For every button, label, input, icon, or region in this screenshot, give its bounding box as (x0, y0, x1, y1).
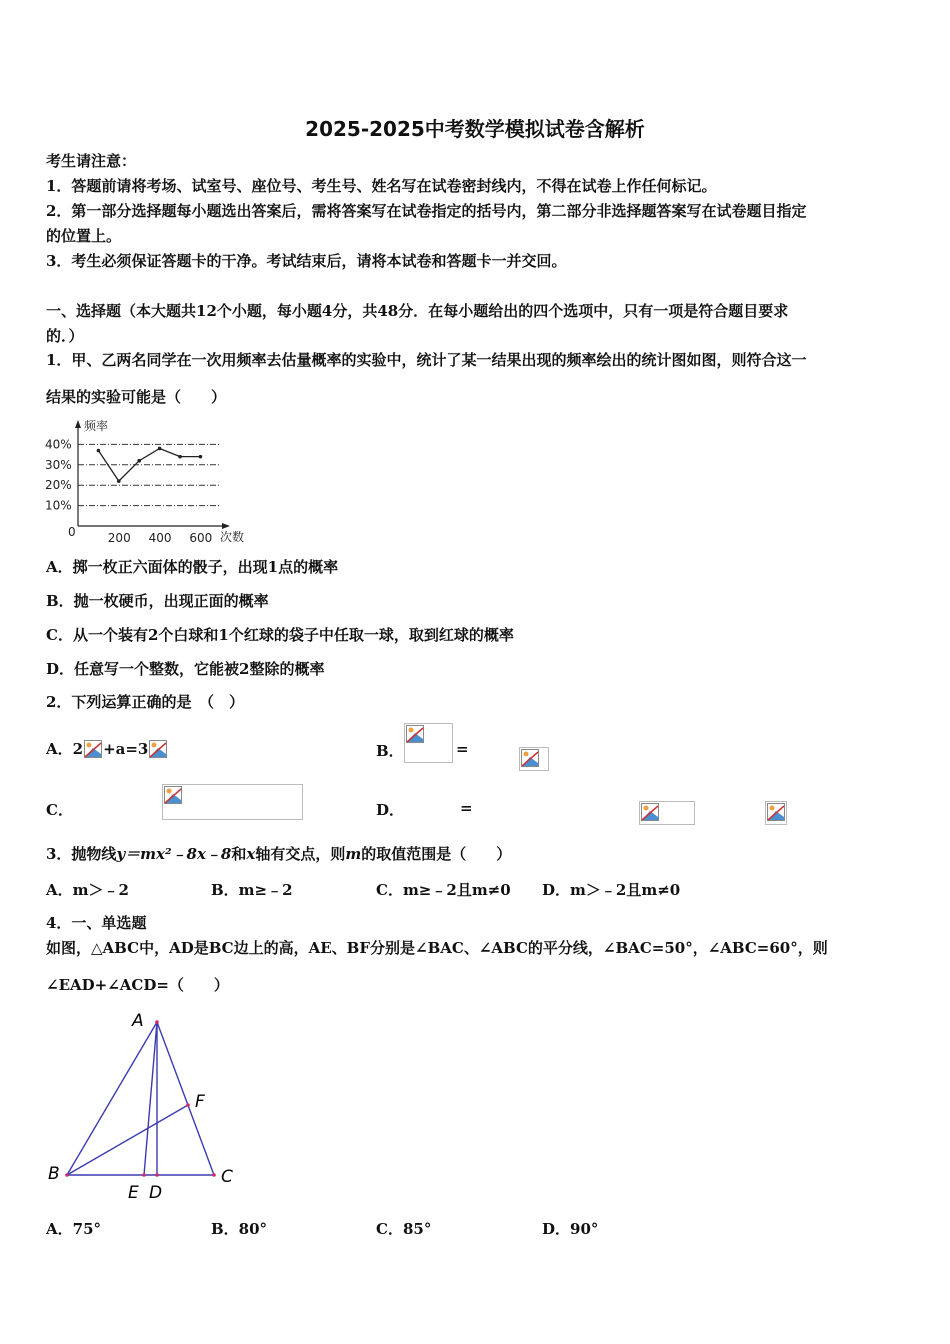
q3-stem (46, 844, 511, 864)
q2-option-d-eq: = (460, 799, 473, 817)
q2-option-b-eq: = (456, 740, 469, 758)
image-placeholder (765, 801, 787, 825)
point-b (65, 1173, 69, 1177)
q3-option-b: B．m≥﹣2 (211, 881, 293, 899)
label-a: A (132, 1011, 144, 1031)
broken-image-icon (406, 725, 424, 743)
q4-option-b: B．80° (211, 1220, 268, 1238)
data-point (97, 449, 101, 453)
data-point (117, 479, 121, 483)
q3-stem-post: 轴有交点，则 (255, 845, 346, 863)
q2-option-d-prefix: D． (376, 801, 405, 819)
section-heading-line2: 的．） (46, 327, 84, 345)
q1-stem-line1: 1．甲、乙两名同学在一次用频率去估量概率的实验中，统计了某一结果出现的频率绘出的统计图如图，则符合这一 (46, 351, 807, 369)
q4-option-d: D．90° (542, 1220, 599, 1238)
side-ac (157, 1022, 214, 1175)
x-axis-arrow-icon (222, 523, 230, 529)
y-tick-label: 30% (45, 457, 72, 472)
q3-stem-pre: 3．抛物线 (46, 845, 117, 863)
broken-image-icon (164, 786, 182, 804)
broken-image-icon (767, 803, 785, 821)
point-e (142, 1173, 146, 1177)
q1-option-c: C．从一个装有2个白球和1个红球的袋子中任取一球，取到红球的概率 (46, 626, 514, 644)
q3-stem-mid: 和 (231, 845, 247, 863)
q3-stem-end: 的取值范围是（ ） (361, 845, 512, 863)
data-point (137, 459, 141, 463)
q4-stem-line2: ∠EAD+∠ACD=（ ） (46, 976, 229, 994)
label-d: D (149, 1183, 163, 1203)
notice-item-2: 2．第一部分选择题每小题选出答案后，需将答案写在试卷指定的括号内，第二部分非选择题答案写在试卷题目指定 (46, 202, 807, 220)
q3-x: x (246, 845, 256, 863)
q4-option-c: C．85° (376, 1220, 432, 1238)
y-tick-label: 40% (45, 437, 72, 452)
q2-option-a-prefix: A．2 (46, 740, 84, 758)
image-placeholder (404, 723, 453, 763)
q1-option-b: B．抛一枚硬币，出现正面的概率 (46, 592, 269, 610)
q3-option-d: D．m＞﹣2且m≠0 (542, 881, 681, 899)
y-tick-label: 10% (45, 498, 72, 513)
q3-option-a: A．m＞﹣2 (46, 881, 129, 899)
y-axis-label: 频率 (84, 419, 109, 433)
point-d (155, 1173, 159, 1177)
q3-formula: y＝mx²﹣8x﹣8 (116, 845, 232, 863)
q4-stem-line1: 如图，△ABC中，AD是BC边上的高，AE、BF分别是∠BAC、∠ABC的平分线，∠BAC=50°，∠ABC=60°，则 (46, 939, 828, 957)
broken-image-icon (83, 739, 103, 761)
bisector-bf (67, 1105, 188, 1175)
section-heading-line1: 一、选择题（本大题共12个小题，每小题4分，共48分．在每小题给出的四个选项中，只有一项是符合题目要求 (46, 302, 789, 320)
data-point (178, 455, 182, 459)
data-point (199, 455, 203, 459)
q2-option-b-prefix: B． (376, 742, 404, 760)
label-e: E (128, 1183, 139, 1203)
q3-m: m (345, 845, 362, 863)
label-b: B (48, 1164, 60, 1184)
label-c: C (221, 1167, 233, 1187)
notice-item-2-cont: 的位置上。 (46, 227, 122, 245)
notice-heading: 考生请注意： (46, 152, 137, 170)
q1-option-a: A．掷一枚正六面体的骰子，出现1点的概率 (46, 558, 339, 576)
q1-stem-line2: 结果的实验可能是（ ） (46, 388, 227, 406)
image-placeholder (639, 801, 695, 825)
page-title: 2025-2025中考数学模拟试卷含解析 (305, 117, 645, 141)
q2-stem: 2．下列运算正确的是 （ ） (46, 693, 244, 711)
broken-image-icon (148, 739, 168, 761)
notice-item-1: 1．答题前请将考场、试室号、座位号、考生号、姓名写在试卷密封线内，不得在试卷上作任何标记。 (46, 177, 717, 195)
q3-option-c: C．m≥﹣2且m≠0 (376, 881, 511, 899)
x-axis-label: 次数 (220, 530, 245, 544)
q2-option-c-prefix: C． (46, 801, 73, 819)
data-point (158, 447, 162, 451)
origin-label: 0 (68, 525, 76, 539)
triangle-figure (40, 1005, 250, 1205)
q1-option-d: D．任意写一个整数，它能被2整除的概率 (46, 660, 325, 678)
y-axis-arrow-icon (75, 420, 81, 428)
x-tick-label: 600 (189, 531, 213, 545)
side-ab (67, 1022, 157, 1175)
y-tick-label: 20% (45, 478, 72, 493)
bisector-ae (144, 1022, 157, 1175)
point-f (186, 1103, 190, 1107)
notice-item-3: 3．考生必须保证答题卡的干净。考试结束后，请将本试卷和答题卡一并交回。 (46, 252, 567, 270)
x-tick-label: 200 (107, 531, 131, 545)
point-c (212, 1173, 216, 1177)
q4-option-a: A．75° (46, 1220, 102, 1238)
point-a (155, 1020, 159, 1024)
broken-image-icon (641, 803, 659, 821)
broken-image-icon (521, 749, 539, 767)
frequency-chart (40, 414, 260, 546)
image-placeholder (162, 784, 303, 820)
label-f: F (195, 1092, 205, 1112)
x-tick-label: 400 (148, 531, 172, 545)
q4-heading: 4．一、单选题 (46, 914, 147, 932)
image-placeholder (519, 747, 549, 771)
q2-option-a-mid: +a=3 (103, 740, 149, 758)
q2-option-a (46, 738, 168, 761)
